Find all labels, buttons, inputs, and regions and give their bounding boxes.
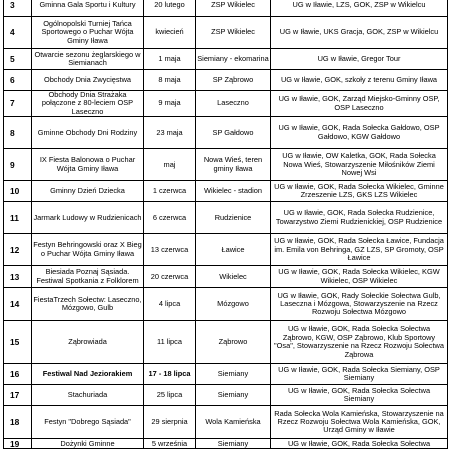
event-date-cell: 20 czerwca (144, 266, 196, 288)
event-date-cell: 25 lipca (144, 385, 196, 406)
event-date-cell: 23 maja (144, 117, 196, 149)
event-place-cell: Ząbrowo (196, 321, 271, 364)
event-date-cell: 29 sierpnia (144, 406, 196, 439)
events-table-body (4, 0, 448, 449)
table-row (4, 439, 448, 449)
row-number-cell: 15 (4, 321, 32, 364)
event-place-cell: Mózgowo (196, 288, 271, 321)
table-row (4, 70, 448, 91)
event-name-cell: Gminna Gala Sportu i Kultury (32, 0, 144, 17)
event-place-cell: ZSP Wikielec (196, 17, 271, 49)
event-name-cell: Jarmark Ludowy w Rudzienicach (32, 202, 144, 234)
event-organizers-cell: UG w Iławie, GOK, Rada Sołecka Gałdowo, OSP Gałdowo, KGW Gałdowo (271, 117, 448, 149)
event-organizers-cell: UG w Iławie, GOK, Rada Sołecka Sołectwa (271, 439, 448, 449)
event-organizers-cell: UG w Iławie, GOK, Rada Sołecka Wikielec, Gminne Zrzeszenie LZS, GKS LZS Wikielec (271, 181, 448, 202)
event-organizers-cell: UG w Iławie, GOK, Zarząd Miejsko-Gminny OSP, OSP Laseczno (271, 91, 448, 117)
event-name-cell: Festyn Behringowski oraz X Bieg o Puchar Wójta Gminy Iława (32, 234, 144, 266)
event-place-cell: Wikielec - stadion (196, 181, 271, 202)
table-row (4, 385, 448, 406)
event-organizers-cell: UG w Iławie, OW Kaletka, GOK, Rada Sołecka Nowa Wieś, Stowarzyszenie Miłośników Ziemi Nowej Wsi (271, 149, 448, 181)
event-place-cell: Laseczno (196, 91, 271, 117)
table-row (4, 181, 448, 202)
row-number-cell: 9 (4, 149, 32, 181)
table-row (4, 91, 448, 117)
event-organizers-cell: Rada Sołecka Wola Kamieńska, Stowarzyszenie na Rzecz Rozwoju Sołectwa Wola Kamieńska, GOK, Urząd Gminy w Iławie (271, 406, 448, 439)
row-number-cell: 6 (4, 70, 32, 91)
event-organizers-cell: UG w Iławie, GOK, Rady Sołeckie Sołectwa Gulb, Laseczna i Mózgowa, Stowarzyszenie na Rzecz Rozwoju Sołectwa Mózgowo (271, 288, 448, 321)
event-place-cell: Rudzienice (196, 202, 271, 234)
row-number-cell: 19 (4, 439, 32, 449)
event-organizers-cell: UG w Iławie, GOK, Rada Sołecka Wikielec, KGW Wikielec, OSP Wikielec (271, 266, 448, 288)
event-organizers-cell: UG w Iławie, UKS Gracja, GOK, ZSP w Wikielcu (271, 17, 448, 49)
row-number-cell: 7 (4, 91, 32, 117)
event-date-cell: 13 czerwca (144, 234, 196, 266)
event-place-cell: Wikielec (196, 266, 271, 288)
event-organizers-cell: UG w Iławie, LZS, GOK, ZSP w Wikielcu (271, 0, 448, 17)
table-row (4, 288, 448, 321)
event-date-cell: 20 lutego (144, 0, 196, 17)
row-number-cell: 4 (4, 17, 32, 49)
event-date-cell: 1 czerwca (144, 181, 196, 202)
table-row (4, 17, 448, 49)
event-date-cell: 8 maja (144, 70, 196, 91)
row-number-cell: 17 (4, 385, 32, 406)
event-name-cell: Gminne Obchody Dni Rodziny (32, 117, 144, 149)
event-place-cell: Siemiany - ekomarina (196, 49, 271, 70)
event-name-cell: Otwarcie sezonu żeglarskiego w Siemianach (32, 49, 144, 70)
events-table (3, 0, 448, 449)
event-name-cell: Obchody Dnia Strażaka połączone z 80-leciem OSP Laseczno (32, 91, 144, 117)
row-number-cell: 13 (4, 266, 32, 288)
event-place-cell: Nowa Wieś, teren gminy Iława (196, 149, 271, 181)
event-name-cell: Festiwal Nad Jeziorakiem (32, 364, 144, 385)
table-row (4, 117, 448, 149)
event-name-cell: Ogólnopolski Turniej Tańca Sportowego o Puchar Wójta Gminy Iława (32, 17, 144, 49)
event-place-cell: Siemiany (196, 385, 271, 406)
row-number-cell: 5 (4, 49, 32, 70)
event-name-cell: Gminny Dzień Dziecka (32, 181, 144, 202)
table-row (4, 266, 448, 288)
event-date-cell: 11 lipca (144, 321, 196, 364)
event-date-cell: 5 września (144, 439, 196, 449)
event-organizers-cell: UG w Iławie, GOK, Rada Sołecka Siemiany, OSP Siemiany (271, 364, 448, 385)
event-place-cell: Siemiany (196, 439, 271, 449)
event-date-cell: 1 maja (144, 49, 196, 70)
events-table-wrapper (3, 0, 448, 449)
table-row (4, 0, 448, 17)
event-place-cell: ZSP Wikielec (196, 0, 271, 17)
event-name-cell: Ząbrowiada (32, 321, 144, 364)
event-name-cell: Dożynki Gminne (32, 439, 144, 449)
event-name-cell: Obchody Dnia Zwycięstwa (32, 70, 144, 91)
row-number-cell: 12 (4, 234, 32, 266)
table-row (4, 234, 448, 266)
event-organizers-cell: UG w Iławie, GOK, Rada Sołecka Ławice, Fundacja im. Emila von Behringa, GZ LZS, SP Gromoty, OSP Ławice (271, 234, 448, 266)
table-row (4, 202, 448, 234)
event-organizers-cell: UG w Iławie, GOK, Rada Sołecka Sołectwa Siemiany (271, 385, 448, 406)
event-place-cell: Siemiany (196, 364, 271, 385)
event-name-cell: FiestaTrzech Sołectw: Laseczno, Mózgowo, Gulb (32, 288, 144, 321)
event-place-cell: Wola Kamieńska (196, 406, 271, 439)
row-number-cell: 14 (4, 288, 32, 321)
row-number-cell: 16 (4, 364, 32, 385)
event-date-cell: maj (144, 149, 196, 181)
event-organizers-cell: UG w Iławie, Gregor Tour (271, 49, 448, 70)
row-number-cell: 18 (4, 406, 32, 439)
event-date-cell: kwiecień (144, 17, 196, 49)
event-name-cell: Biesiada Poznaj Sąsiada. Festiwal Spotkania z Folklorem (32, 266, 144, 288)
table-row (4, 321, 448, 364)
event-organizers-cell: UG w Iławie, GOK, Rada Sołecka Rudzienice, Towarzystwo Ziemi Rudzienickiej, OSP Rudzienice (271, 202, 448, 234)
event-date-cell: 6 czerwca (144, 202, 196, 234)
row-number-cell: 3 (4, 0, 32, 17)
row-number-cell: 8 (4, 117, 32, 149)
event-date-cell: 4 lipca (144, 288, 196, 321)
row-number-cell: 11 (4, 202, 32, 234)
event-name-cell: IX Fiesta Balonowa o Puchar Wójta Gminy Iława (32, 149, 144, 181)
event-date-cell: 17 - 18 lipca (144, 364, 196, 385)
event-date-cell: 9 maja (144, 91, 196, 117)
event-organizers-cell: UG w Iławie, GOK, szkoły z terenu Gminy Iława (271, 70, 448, 91)
event-place-cell: SP Ząbrowo (196, 70, 271, 91)
event-place-cell: Ławice (196, 234, 271, 266)
event-name-cell: Festyn "Dobrego Sąsiada" (32, 406, 144, 439)
event-organizers-cell: UG w Iławie, GOK, Rada Sołecka Sołectwa Ząbrowo, KGW, OSP Ząbrowo, Klub Sportowy "Osa", Stowarzyszenie na Rzecz Rozwoju Sołectwa Ząbrowa (271, 321, 448, 364)
event-place-cell: SP Gałdowo (196, 117, 271, 149)
table-row (4, 364, 448, 385)
table-row (4, 149, 448, 181)
table-row (4, 406, 448, 439)
row-number-cell: 10 (4, 181, 32, 202)
event-name-cell: Stachuriada (32, 385, 144, 406)
table-row (4, 49, 448, 70)
